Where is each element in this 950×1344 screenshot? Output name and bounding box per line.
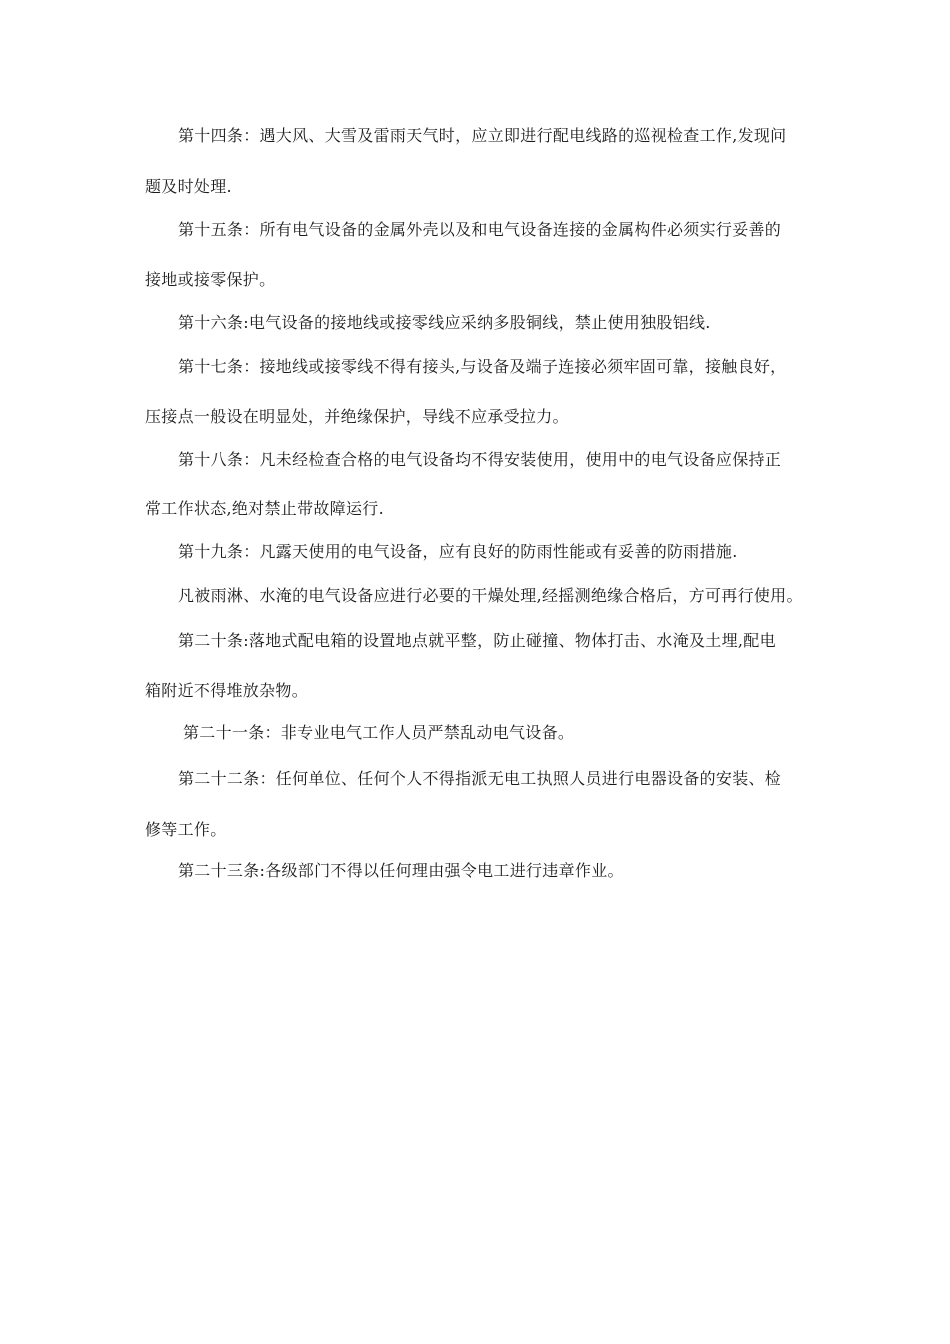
article-16-line-1: 第十六条:电气设备的接地线或接零线应采纳多股铜线，禁止使用独股铝线. [178, 313, 711, 332]
article-20-line-2: 箱附近不得堆放杂物。 [145, 681, 309, 700]
article-15-line-1: 第十五条：所有电气设备的金属外壳以及和电气设备连接的金属构件必须实行妥善的 [178, 220, 782, 239]
article-17-line-2: 压接点一般设在明显处，并绝缘保护，导线不应承受拉力。 [145, 407, 569, 426]
article-20-line-1: 第二十条:落地式配电箱的设置地点就平整，防止碰撞、物体打击、水淹及土埋,配电 [178, 631, 776, 650]
article-22-line-1: 第二十二条：任何单位、任何个人不得指派无电工执照人员进行电器设备的安装、检 [178, 769, 782, 788]
article-14-line-1: 第十四条：遇大风、大雪及雷雨天气时，应立即进行配电线路的巡视检查工作,发现问 [178, 126, 787, 145]
article-19-line-1: 第十九条：凡露天使用的电气设备，应有良好的防雨性能或有妥善的防雨措施. [178, 542, 738, 561]
article-22-line-2: 修等工作。 [145, 820, 227, 839]
article-18-line-2: 常工作状态,绝对禁止带故障运行. [145, 499, 384, 518]
article-14-line-2: 题及时处理. [145, 177, 232, 196]
article-21-line-1: 第二十一条：非专业电气工作人员严禁乱动电气设备。 [183, 723, 575, 742]
article-18-line-1: 第十八条：凡未经检查合格的电气设备均不得安装使用，使用中的电气设备应保持正 [178, 450, 782, 469]
article-19-line-2: 凡被雨淋、水淹的电气设备应进行必要的干燥处理,经摇测绝缘合格后，方可再行使用。 [178, 586, 803, 605]
article-15-line-2: 接地或接零保护。 [145, 270, 276, 289]
article-23-line-1: 第二十三条:各级部门不得以任何理由强令电工进行违章作业。 [178, 861, 624, 880]
article-17-line-1: 第十七条：接地线或接零线不得有接头,与设备及端子连接必须牢固可靠，接触良好， [178, 357, 787, 376]
